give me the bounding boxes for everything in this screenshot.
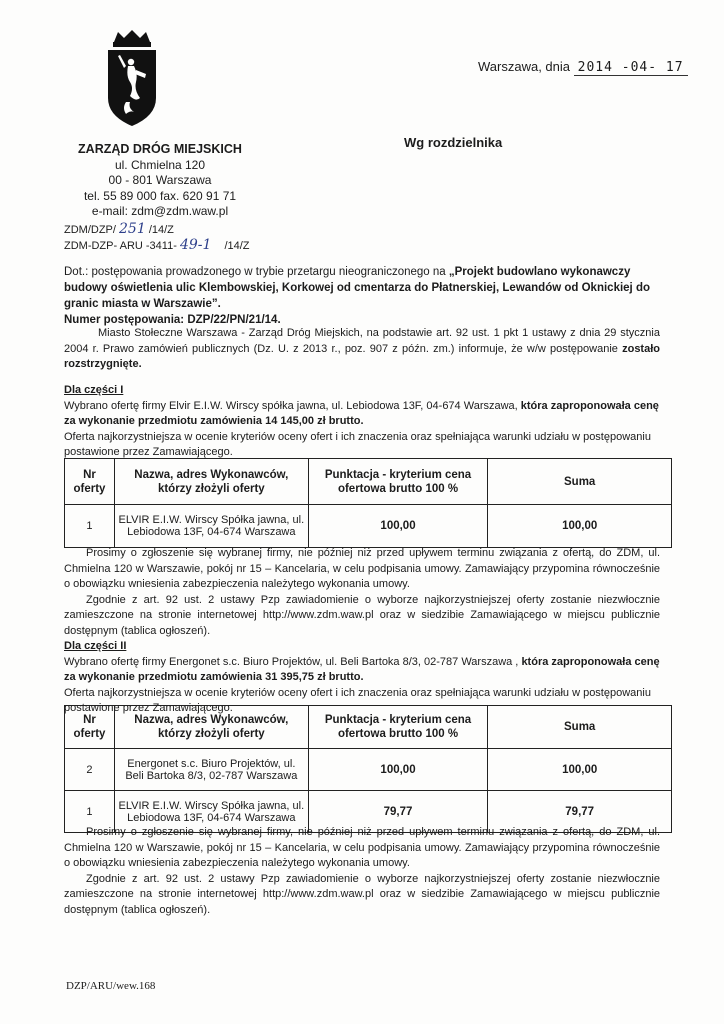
cell-name: ELVIR E.I.W. Wirscy Spółka jawna, ul. Lebiodowa 13F, 04-674 Warszawa: [114, 505, 308, 548]
ref2-prefix: ZDM-DZP- ARU -3411-: [64, 240, 177, 252]
date-handwritten: 2014 -04- 17: [574, 60, 688, 76]
intro-paragraph: [64, 326, 660, 373]
org-email: e-mail: zdm@zdm.waw.pl: [91, 204, 229, 218]
header-sum: Suma: [488, 459, 672, 505]
distribution-note: Wg rozdzielnika: [404, 135, 503, 150]
subject-prefix: Dot.: postępowania prowadzonego w trybie przetargu nieograniczonego na: [64, 266, 446, 278]
ref2-handwritten: 49-1: [179, 237, 212, 253]
cell-score: 100,00: [308, 749, 488, 791]
reference-line-1: [64, 222, 250, 238]
cell-sum: 100,00: [488, 749, 672, 791]
cell-name: ELVIR E.I.W. Wirscy Spółka jawna, ul. Lebiodowa 13F, 04-674 Warszawa: [114, 791, 308, 833]
cell-nr: 1: [65, 791, 115, 833]
date-prefix: Warszawa, dnia: [478, 59, 570, 74]
header-sum: Suma: [488, 706, 672, 749]
part2-heading: Dla części II: [64, 640, 127, 652]
org-city: 00 - 801 Warszawa: [108, 173, 212, 187]
part1-note-1: Prosimy o zgłoszenie się wybranej firmy, nie później niż przed upływem terminu związania z ofertą, do ZDM, ul. Chmielna 120 w Warszawie, pokój nr 15 – Kancelaria, w celu podpisania umowy. Zamawiający przypomina równocześnie o obowiązku wniesienia zabezpieczenia należytego wykonania umowy.: [64, 547, 660, 590]
table-row: [65, 749, 672, 791]
table-header-row: [65, 459, 672, 505]
cell-nr: 1: [65, 505, 115, 548]
header-nr: Nr oferty: [65, 706, 115, 749]
table-row: [65, 505, 672, 548]
table-header-row: [65, 706, 672, 749]
part1-chosen: [64, 399, 660, 430]
ref1-prefix: ZDM/DZP/: [64, 224, 116, 236]
header-name: Nazwa, adres Wykonawców, którzy złożyli oferty: [114, 706, 308, 749]
cell-name: Energonet s.c. Biuro Projektów, ul. Beli Bartoka 8/3, 02-787 Warszawa: [114, 749, 308, 791]
part1-justification: Oferta najkorzystniejsza w ocenie kryteriów oceny ofert i ich znaczenia oraz spełniająca warunki udziału w postępowaniu postawione przez Zamawiającego.: [64, 430, 651, 458]
intro-text: Miasto Stołeczne Warszawa - Zarząd Dróg Miejskich, na podstawie art. 92 ust. 1 pkt 1 ustawy z dnia 29 stycznia 2004 r. Prawo zamówień publicznych (Dz. U. z 2013 r., poz. 907 z późn. zm.) informuje, że w/w postępowanie: [64, 327, 660, 355]
part1-note-2: Zgodnie z art. 92 ust. 2 ustawy Pzp zawiadomienie o wyborze najkorzystniejszej oferty zostanie niezwłocznie zamieszczone na stronie internetowej http://www.zdm.waw.pl oraz w siedzibie Zamawiającego w miejscu publicznie dostępnym (tablica ogłoszeń).: [64, 593, 660, 637]
ref1-suffix: /14/Z: [148, 224, 174, 236]
part1-notes: [64, 546, 660, 639]
part1-heading: Dla części I: [64, 384, 124, 396]
org-name: ZARZĄD DRÓG MIEJSKICH: [78, 142, 242, 156]
organization-block: [55, 142, 265, 220]
reference-numbers: [64, 222, 250, 254]
cell-sum: 79,77: [488, 791, 672, 833]
ref1-handwritten: 251: [119, 221, 146, 237]
part1-chosen-bold: która zaproponowała cenę za wykonanie przedmiotu zamówienia 14 145,00 zł brutto.: [64, 399, 659, 427]
intro-result: zostało rozstrzygnięte.: [64, 342, 660, 370]
ref2-suffix: /14/Z: [224, 240, 250, 252]
part2-note-2: Zgodnie z art. 92 ust. 2 ustawy Pzp zawiadomienie o wyborze najkorzystniejszej oferty zostanie niezwłocznie zamieszczone na stronie internetowej http://www.zdm.waw.pl oraz w siedzibie Zamawiającego w miejscu publicznie dostępnym (tablica ogłoszeń).: [64, 872, 660, 916]
subject-text: [64, 264, 660, 312]
part2-chosen: [64, 655, 660, 686]
part2-justification: Oferta najkorzystniejsza w ocenie kryteriów oceny ofert i ich znaczenia oraz spełniająca warunki udziału w postępowaniu postawione przez Zamawiającego.: [64, 686, 651, 714]
part2-results-table: [64, 705, 672, 833]
procedure-number: Numer postępowania: DZP/22/PN/21/14.: [64, 314, 281, 326]
org-street: ul. Chmielna 120: [114, 157, 206, 172]
warsaw-coat-of-arms-logo: [104, 28, 160, 128]
date-line: [478, 59, 688, 75]
footer-code: DZP/ARU/wew.168: [66, 980, 156, 992]
part1-block: [64, 383, 660, 461]
reference-line-2: [64, 238, 250, 254]
header-nr: Nr oferty: [65, 459, 115, 505]
cell-sum: 100,00: [488, 505, 672, 548]
header-name: Nazwa, adres Wykonawców, którzy złożyli oferty: [114, 459, 308, 505]
header-score: Punktacja - kryterium cena ofertowa brutto 100 %: [308, 459, 488, 505]
cell-nr: 2: [65, 749, 115, 791]
part2-note-1: Prosimy o zgłoszenie się wybranej firmy, nie później niż przed upływem terminu związania z ofertą, do ZDM, ul. Chmielna 120 w Warszawie, pokój nr 15 – Kancelaria, w celu podpisania umowy. Zamawiający przypomina równocześnie o obowiązku wniesienia zabezpieczenia należytego wykonania umowy.: [64, 826, 660, 869]
org-phone: tel. 55 89 000 fax. 620 91 71: [83, 188, 237, 203]
header-score: Punktacja - kryterium cena ofertowa brutto 100 %: [308, 706, 488, 749]
part1-chosen-plain: Wybrano ofertę firmy Elvir E.I.W. Wirscy spółka jawna, ul. Lebiodowa 13F, 04-674 Warszawa,: [64, 399, 518, 412]
part1-results-table: [64, 458, 672, 548]
cell-score: 79,77: [308, 791, 488, 833]
cell-score: 100,00: [308, 505, 488, 548]
subject-block: [64, 264, 660, 328]
part2-chosen-bold: która zaproponowała cenę za wykonanie przedmiotu zamówienia 31 395,75 zł brutto.: [64, 655, 660, 683]
part2-chosen-plain: Wybrano ofertę firmy Energonet s.c. Biuro Projektów, ul. Beli Bartoka 8/3, 02-787 Warszawa ,: [64, 655, 519, 668]
part2-notes: [64, 825, 660, 918]
subject-title: „Projekt budowlano wykonawczy budowy oświetlenia ulic Klembowskiej, Korkowej od cmentarza do Płatnerskiej, Lewandów od Oknickiej do granic miasta w Warszawie”.: [64, 266, 650, 310]
